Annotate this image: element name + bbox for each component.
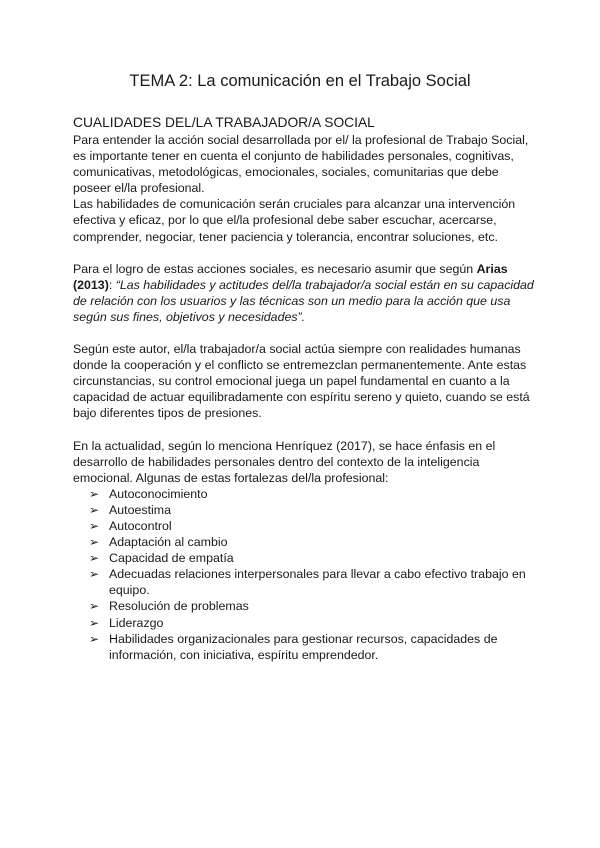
strengths-list — [73, 486, 535, 663]
arrowhead-bullet-icon: ➢ — [89, 631, 100, 646]
paragraph-intro: Para entender la acción social desarrollada por el/ la profesional de Trabajo Social, es importante tener en cuenta el conjunto de habilidades personales, cognitivas, comunicativas, metodológicas, emocionales, sociales, comunitarias que debe poseer el/la profesional. — [73, 133, 529, 196]
list-item-text: Habilidades organizacionales para gestionar recursos, capacidades de información, con iniciativa, espíritu emprendedor. — [109, 631, 498, 662]
list-item — [73, 598, 535, 614]
paragraph-spacer — [73, 422, 535, 438]
list-item-text: Liderazgo — [109, 615, 164, 630]
paragraph-arias-quote — [73, 261, 535, 325]
arrowhead-bullet-icon: ➢ — [89, 567, 100, 582]
list-item — [73, 534, 535, 550]
arrowhead-bullet-icon: ➢ — [89, 551, 100, 566]
list-item-text: Autocontrol — [109, 518, 172, 533]
list-item-text: Autoestima — [109, 502, 171, 517]
arrowhead-bullet-icon: ➢ — [89, 502, 100, 517]
list-item — [73, 566, 535, 598]
arrowhead-bullet-icon: ➢ — [89, 535, 100, 550]
citation-author: Arias (2013) — [73, 261, 508, 292]
citation-colon: : — [108, 277, 116, 292]
list-item — [73, 615, 535, 631]
quotation: “Las habilidades y actitudes del/la trabajador/a social están en su capacidad de relación con los usuarios y las técnicas son un medio para la acción que usa según sus fines, objetivos y necesidades”. — [73, 277, 534, 324]
document-body — [73, 114, 535, 663]
paragraph-emotional-control: Según este autor, el/la trabajador/a social actúa siempre con realidades humanas donde la cooperación y el conflicto se entremezclan permanentemente. Ante estas circunstancias, su control emocional juega un papel fundamental en cuanto a la capacidad de actuar equilibradamente con espíritu sereno y quieto, cuando se está bajo diferentes tipos de presiones. — [73, 342, 530, 421]
paragraph-emotional-intelligence: En la actualidad, según lo menciona Henríquez (2017), se hace énfasis en el desarrollo de habilidades personales dentro del contexto de la inteligencia emocional. Algunas de estas fortalezas del/la profesional: — [73, 438, 496, 485]
list-item-text: Resolución de problemas — [109, 599, 249, 614]
list-item-text: Adaptación al cambio — [109, 535, 228, 550]
section-heading: CUALIDADES DEL/LA TRABAJADOR/A SOCIAL — [73, 115, 375, 130]
list-item — [73, 486, 535, 502]
paragraph-spacer — [73, 245, 535, 261]
list-item-text: Autoconocimiento — [109, 486, 208, 501]
list-item-text: Adecuadas relaciones interpersonales para llevar a cabo efectivo trabajo en equipo. — [109, 567, 526, 598]
paragraph-spacer — [73, 325, 535, 341]
list-item-text: Capacidad de empatía — [109, 551, 234, 566]
list-item — [73, 502, 535, 518]
arrowhead-bullet-icon: ➢ — [89, 486, 100, 501]
paragraph-communication-skills: Las habilidades de comunicación serán cruciales para alcanzar una intervención efectiva y eficaz, por lo que el/la profesional debe saber escuchar, acercarse, comprender, negociar, tener paciencia y tolerancia, encontrar soluciones, etc. — [73, 197, 516, 244]
page-title: TEMA 2: La comunicación en el Trabajo Social — [129, 72, 471, 90]
list-item — [73, 518, 535, 534]
arrowhead-bullet-icon: ➢ — [89, 518, 100, 533]
list-item — [73, 550, 535, 566]
arrowhead-bullet-icon: ➢ — [89, 615, 100, 630]
paragraph-arias-intro: Para el logro de estas acciones sociales, es necesario asumir que según — [73, 261, 477, 276]
arrowhead-bullet-icon: ➢ — [89, 599, 100, 614]
list-item — [73, 631, 535, 663]
